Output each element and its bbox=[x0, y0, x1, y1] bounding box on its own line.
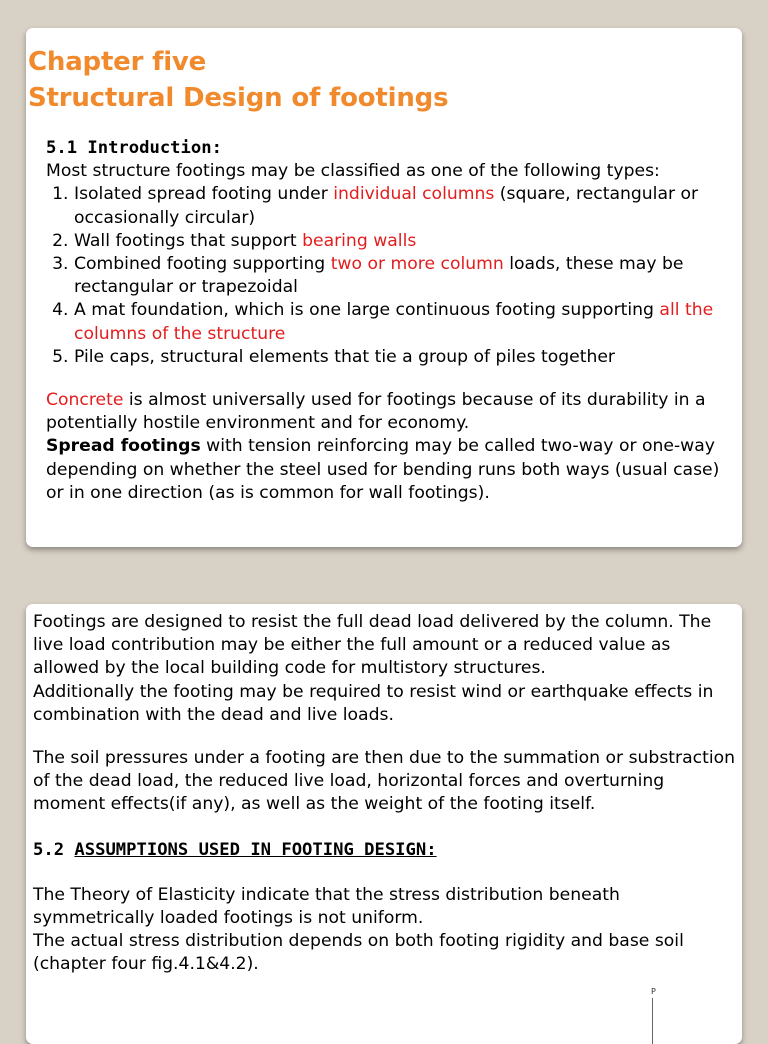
section-heading-5-1: 5.1 Introduction: bbox=[46, 138, 222, 158]
section-heading-5-2 bbox=[33, 839, 738, 862]
stress-distribution-paragraph: The actual stress distribution depends on both footing rigidity and base soil (chapter four fig.4.1&4.2). bbox=[33, 931, 684, 975]
highlight-text: individual columns bbox=[333, 184, 495, 205]
concrete-highlight: Concrete bbox=[46, 390, 124, 411]
elasticity-paragraph: The Theory of Elasticity indicate that the stress distribution beneath symmetrically loaded footings is not uniform. bbox=[33, 884, 620, 929]
concrete-paragraph: Concrete is almost universally used for footings because of its durability in a potentially hostile environment and for economy. bbox=[46, 390, 706, 434]
highlight-text: two or more column bbox=[330, 254, 504, 275]
intro-text: Most structure footings may be classified as one of the following types: bbox=[46, 161, 660, 182]
design-body bbox=[33, 611, 738, 977]
spacer bbox=[33, 817, 738, 839]
list-item: 3. Combined footing supporting two or more column loads, these may be rectangular or trapezoidal bbox=[74, 253, 736, 299]
page-card-2 bbox=[26, 604, 742, 1044]
soil-pressure-paragraph: The soil pressures under a footing are then due to the summation or substraction of the dead load, the reduced live load, horizontal forces and overturning moment effects(if any), as well as the weight of the footing itself. bbox=[33, 748, 736, 815]
page-card-1 bbox=[26, 28, 742, 547]
wind-paragraph: Additionally the footing may be required to resist wind or earthquake effects in combination with the dead and live loads. bbox=[33, 681, 714, 725]
chapter-title bbox=[28, 44, 448, 116]
list-item: 4. A mat foundation, which is one large continuous footing supporting all the columns of the structure bbox=[74, 299, 736, 345]
chapter-title-line2: Structural Design of footings bbox=[28, 83, 449, 113]
list-item: 2. Wall footings that support bearing walls bbox=[74, 230, 736, 253]
list-item: 1. Isolated spread footing under individual columns (square, rectangular or occasionally circular) bbox=[74, 183, 736, 229]
spacer bbox=[33, 862, 738, 884]
load-marker-label: P bbox=[651, 987, 656, 996]
list-item: 5. Pile caps, structural elements that tie a group of piles together bbox=[74, 346, 736, 369]
chapter-title-line1: Chapter five bbox=[28, 47, 207, 77]
dead-load-paragraph: Footings are designed to resist the full dead load delivered by the column. The live load contribution may be either the full amount or a reduced value as allowed by the local building code for multistory structures. bbox=[33, 612, 712, 679]
spread-footings-paragraph: Spread footings with tension reinforcing may be called two-way or one-way depending on whether the steel used for bending runs both ways (usual case) or in one direction (as is common for wall footings). bbox=[46, 436, 720, 503]
spacer bbox=[33, 727, 738, 747]
spacer bbox=[46, 369, 736, 389]
highlight-text: bearing walls bbox=[302, 230, 417, 251]
intro-body bbox=[46, 137, 736, 505]
highlight-text: all the columns of the structure bbox=[74, 300, 714, 344]
footing-types-list bbox=[46, 183, 736, 369]
section-number: 5.2 bbox=[33, 839, 75, 860]
section-title: ASSUMPTIONS USED IN FOOTING DESIGN: bbox=[74, 839, 437, 860]
load-marker-line bbox=[652, 998, 653, 1044]
spread-footings-bold: Spread footings bbox=[46, 436, 201, 457]
